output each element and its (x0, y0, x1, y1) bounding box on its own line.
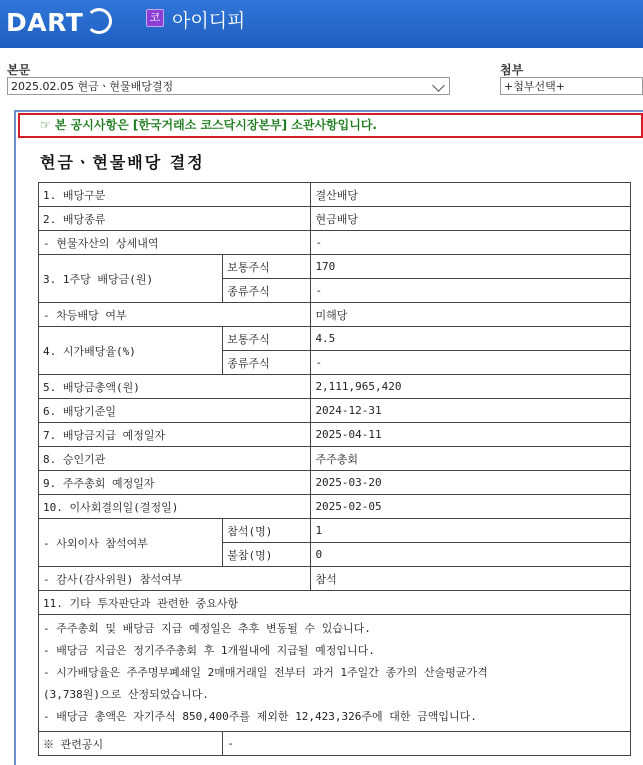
row-value: 2024-12-31 (311, 399, 631, 423)
table-row (39, 183, 631, 207)
body-label: 본문 (7, 63, 31, 77)
attach-label: 첨부 (500, 63, 524, 77)
row-value: 결산배당 (311, 183, 631, 207)
note-line: - 주주총회 및 배당금 지급 예정일은 추후 변동될 수 있습니다. (43, 622, 371, 635)
row-value: 현금배당 (311, 207, 631, 231)
note-line: - 배당금 총액은 자기주식 850,400주를 제외한 12,423,326주에 대한 금액입니다. (43, 710, 477, 723)
row-value: 1 (311, 519, 631, 543)
row-label: 5. 배당금총액(원) (39, 375, 311, 399)
attach-select-value: +첨부선택+ (504, 80, 565, 93)
body-select-value: 2025.02.05 현금ㆍ현물배당결정 (11, 80, 174, 93)
row-value: - (311, 351, 631, 375)
table-row (39, 519, 631, 543)
table-row (39, 567, 631, 591)
row-sublabel: 종류주식 (223, 351, 311, 375)
row-value: - (311, 279, 631, 303)
attach-select[interactable] (500, 77, 643, 95)
table-row (39, 447, 631, 471)
row-label: 6. 배당기준일 (39, 399, 311, 423)
row-label: - 현물자산의 상세내역 (39, 231, 311, 255)
document-title: 현금ㆍ현물배당 결정 (40, 153, 205, 172)
row-label: - 차등배당 여부 (39, 303, 311, 327)
table-row (39, 255, 631, 279)
row-sublabel: 불참(명) (223, 543, 311, 567)
row-value: 170 (311, 255, 631, 279)
table-row (39, 615, 631, 732)
row-label: - 사외이사 참석여부 (39, 519, 223, 567)
note-line: - 시가배당율은 주주명부폐쇄일 2매매거래일 전부터 과거 1주일간 종가의 산술평균가격 (43, 666, 488, 679)
row-value: 참석 (311, 567, 631, 591)
kosdaq-badge: 코 (146, 9, 164, 27)
row-value: - (311, 231, 631, 255)
row-sublabel: 참석(명) (223, 519, 311, 543)
table-row (39, 327, 631, 351)
row-label: ※ 관련공시 (39, 732, 223, 756)
row-label: 3. 1주당 배당금(원) (39, 255, 223, 303)
table-row (39, 399, 631, 423)
notes-cell (39, 615, 631, 732)
row-value: 2,111,965,420 (311, 375, 631, 399)
row-label: 11. 기타 투자판단과 관련한 중요사항 (39, 591, 631, 615)
table-row (39, 231, 631, 255)
row-value: 0 (311, 543, 631, 567)
row-label: 8. 승인기관 (39, 447, 311, 471)
row-value: 2025-02-05 (311, 495, 631, 519)
row-value: 주주총회 (311, 447, 631, 471)
chevron-down-icon (432, 79, 445, 92)
row-value: 2025-03-20 (311, 471, 631, 495)
table-row (39, 591, 631, 615)
note-line: - 배당금 지급은 정기주주총회 후 1개월내에 지급될 예정입니다. (43, 644, 375, 657)
row-sublabel: 보통주식 (223, 327, 311, 351)
table-row (39, 732, 631, 756)
row-value: 2025-04-11 (311, 423, 631, 447)
row-value: 4.5 (311, 327, 631, 351)
company-name: 아이디피 (172, 10, 246, 32)
table-row (39, 495, 631, 519)
dart-logo[interactable]: DART (6, 8, 84, 37)
row-label: - 감사(감사위원) 참석여부 (39, 567, 311, 591)
row-value: 미해당 (311, 303, 631, 327)
table-row (39, 423, 631, 447)
dividend-table (38, 182, 631, 756)
row-label: 2. 배당종류 (39, 207, 311, 231)
row-label: 10. 이사회결의일(결정일) (39, 495, 311, 519)
row-value: - (223, 732, 631, 756)
row-label: 4. 시가배당율(%) (39, 327, 223, 375)
header-bar (0, 0, 643, 48)
table-row (39, 471, 631, 495)
dart-logo-swirl-icon (86, 8, 112, 34)
row-sublabel: 보통주식 (223, 255, 311, 279)
row-label: 7. 배당금지급 예정일자 (39, 423, 311, 447)
table-row (39, 375, 631, 399)
row-label: 9. 주주총회 예정일자 (39, 471, 311, 495)
note-line: (3,738원)으로 산정되었습니다. (43, 688, 209, 701)
row-label: 1. 배당구분 (39, 183, 311, 207)
table-row (39, 207, 631, 231)
row-sublabel: 종류주식 (223, 279, 311, 303)
jurisdiction-notice: ☞ 본 공시사항은 [한국거래소 코스닥시장본부] 소관사항입니다. (18, 113, 643, 138)
table-row (39, 303, 631, 327)
body-select[interactable] (7, 77, 450, 95)
